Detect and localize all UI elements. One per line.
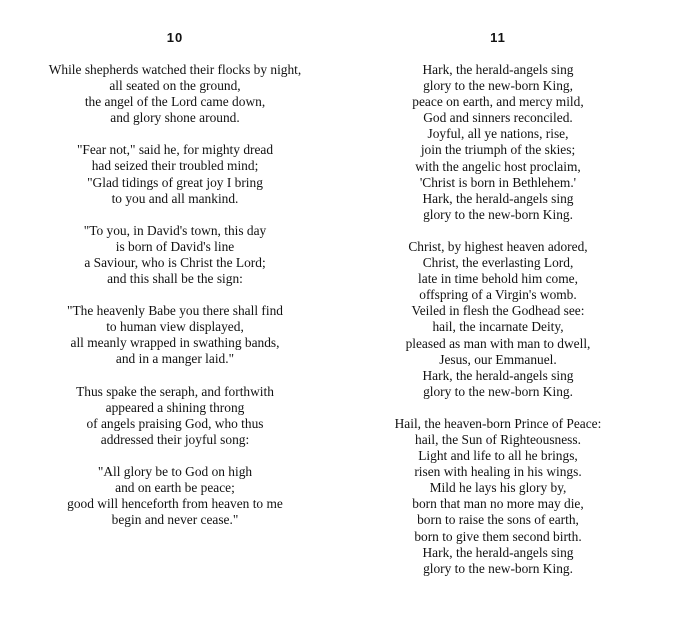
verse-line: join the triumph of the skies; <box>420 142 576 158</box>
stanza <box>344 416 652 577</box>
verse-line: appeared a shining throng <box>105 399 245 415</box>
stanza <box>0 384 350 448</box>
verse-line: God and sinners reconciled. <box>423 110 573 126</box>
verse-line: Joyful, all ye nations, rise, <box>427 126 569 142</box>
verse-line: glory to the new-born King. <box>423 560 573 576</box>
page-number: 10 <box>166 30 184 45</box>
verse-line: "All glory be to God on high <box>97 463 253 479</box>
stanza <box>0 142 350 206</box>
verse-line: Hark, the herald-angels sing <box>422 190 574 206</box>
verse-line: all seated on the ground, <box>109 78 241 94</box>
verse-line: risen with healing in his wings. <box>414 464 582 480</box>
verse-line: While shepherds watched their flocks by night, <box>48 62 302 77</box>
verse-line: "Fear not," said he, for mighty dread <box>76 142 274 158</box>
right-page <box>344 0 652 644</box>
verse-line: good will henceforth from heaven to me <box>67 496 283 512</box>
verse-line: peace on earth, and mercy mild, <box>412 94 584 110</box>
stanza <box>0 303 350 367</box>
verse-line: "Glad tidings of great joy I bring <box>87 174 263 190</box>
verse-line: Hark, the herald-angels sing <box>422 62 574 77</box>
verse-line: and this shall be the sign: <box>107 271 243 287</box>
verse-line: and in a manger laid." <box>115 351 235 367</box>
verse-line: all meanly wrapped in swathing bands, <box>70 335 280 351</box>
verse-line: had seized their troubled mind; <box>91 158 259 174</box>
page-number: 11 <box>490 30 506 45</box>
verse-line: Hark, the herald-angels sing <box>422 544 574 560</box>
verse-line: and glory shone around. <box>110 110 240 126</box>
stanza <box>0 62 350 126</box>
verse-line: hail, the incarnate Deity, <box>432 319 564 335</box>
verse-line: glory to the new-born King, <box>423 78 573 94</box>
verse-line: 'Christ is born in Bethlehem.' <box>419 174 577 190</box>
stanza <box>0 464 350 528</box>
verse-line: the angel of the Lord came down, <box>84 94 266 110</box>
verse-line: late in time behold him come, <box>418 271 578 287</box>
verse-line: Thus spake the seraph, and forthwith <box>76 383 274 399</box>
verse-line: to human view displayed, <box>106 319 244 335</box>
verse-line: Light and life to all he brings, <box>418 448 578 464</box>
verse-line: Jesus, our Emmanuel. <box>439 351 557 367</box>
verse-line: glory to the new-born King. <box>423 383 573 399</box>
verse-line: born to give them second birth. <box>414 528 582 544</box>
verse-line: Christ, the everlasting Lord, <box>422 255 574 271</box>
verse-line: Mild he lays his glory by, <box>429 480 567 496</box>
verse-line: with the angelic host proclaim, <box>415 158 581 174</box>
verse-list <box>0 62 350 544</box>
verse-line: "The heavenly Babe you there shall find <box>67 303 283 319</box>
verse-line: Hail, the heaven-born Prince of Peace: <box>394 415 602 431</box>
verse-line: is born of David's line <box>115 238 235 254</box>
verse-line: glory to the new-born King. <box>423 206 573 222</box>
verse-line: begin and never cease." <box>111 512 239 528</box>
verse-line: to you and all mankind. <box>111 190 239 206</box>
verse-line: Christ, by highest heaven adored, <box>408 238 588 254</box>
verse-line: born to raise the sons of earth, <box>417 512 579 528</box>
stanza <box>344 239 652 400</box>
verse-line: offspring of a Virgin's womb. <box>419 287 577 303</box>
verse-line: of angels praising God, who thus <box>86 415 264 431</box>
verse-line: a Saviour, who is Christ the Lord; <box>84 254 266 270</box>
verse-line: hail, the Sun of Righteousness. <box>415 431 581 447</box>
stanza <box>344 62 652 223</box>
verse-line: born that man no more may die, <box>412 496 584 512</box>
verse-list <box>344 62 652 593</box>
verse-line: and on earth be peace; <box>115 479 235 495</box>
verse-line: Hark, the herald-angels sing <box>422 367 574 383</box>
verse-line: pleased as man with man to dwell, <box>405 335 591 351</box>
verse-line: Veiled in flesh the Godhead see: <box>411 303 585 319</box>
verse-line: addressed their joyful song: <box>100 431 250 447</box>
stanza <box>0 223 350 287</box>
verse-line: "To you, in David's town, this day <box>83 222 267 238</box>
